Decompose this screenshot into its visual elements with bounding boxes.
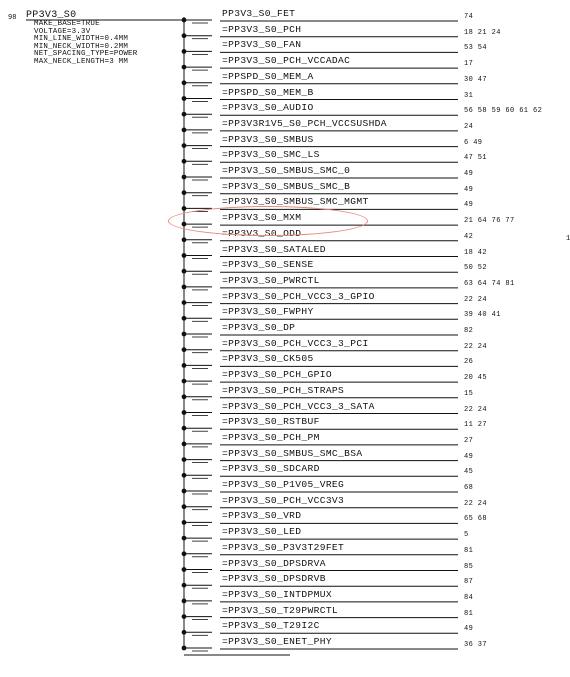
net-name: PP3V3_S0_FET: [222, 8, 296, 19]
net-page-refs: 22 24: [464, 499, 488, 508]
net-name: =PP3V3_S0_T29I2C: [222, 620, 320, 632]
net-name: =PP3V3_S0_PCH_VCC3_3_SATA: [222, 400, 375, 412]
net-page-refs: 56 58 59 60 61 62: [464, 107, 543, 116]
net-page-refs: 21 64 76 77: [464, 217, 515, 226]
net-page-refs: 17: [464, 60, 474, 69]
net-name: =PP3V3_S0_ODD: [222, 227, 302, 239]
net-page-refs: 49: [464, 185, 474, 194]
net-page-refs: 22 24: [464, 342, 488, 351]
net-name: =PP3V3_S0_SMC_LS: [222, 149, 320, 161]
net-page-refs: 20 45: [464, 374, 488, 383]
net-page-refs: 39 40 41: [464, 311, 501, 320]
net-page-refs: 5: [464, 531, 469, 540]
net-name: =PP3V3_S0_PCH_VCCADAC: [222, 55, 351, 67]
stray-mark: 1: [566, 235, 570, 243]
net-name: =PP3V3_S0_PCH_GPIO: [222, 369, 332, 381]
net-page-refs: 65 68: [464, 515, 488, 524]
net-page-refs: 85: [464, 562, 474, 571]
net-name: =PP3V3_S0_VRD: [222, 510, 302, 522]
net-page-refs: 30 47: [464, 75, 488, 84]
net-name: =PP3V3_S0_SMBUS: [222, 133, 314, 145]
net-page-refs: 45: [464, 468, 474, 477]
net-page-refs: 18 42: [464, 248, 488, 257]
net-page-refs: 49: [464, 452, 474, 461]
net-property: MIN_NECK_WIDTH=0.2MM: [34, 42, 129, 51]
net-name: =PP3V3_S0_PCH: [222, 23, 302, 35]
net-name: =PP3V3_S0_CK505: [222, 353, 314, 365]
net-name: =PP3V3_S0_SMBUS_SMC_BSA: [222, 447, 363, 459]
net-page-refs: 84: [464, 593, 474, 602]
net-name: =PP3V3_S0_SATALED: [222, 243, 326, 255]
net-page-refs: 53 54: [464, 44, 488, 53]
net-page-refs: 82: [464, 327, 474, 335]
net-page-refs: 15: [464, 389, 474, 398]
net-name: =PP3V3_S0_SMBUS_SMC_MGMT: [222, 196, 369, 208]
net-page-refs: 22 24: [464, 295, 488, 304]
source-net-name: PP3V3_S0: [26, 10, 77, 21]
net-name: =PP3V3_S0_P3V3T29FET: [222, 541, 345, 553]
net-name: =PP3V3_S0_SMBUS_SMC_B: [222, 180, 351, 192]
net-page-refs: 49: [464, 201, 474, 210]
net-name: =PP3V3R1V5_S0_PCH_VCCSUSHDA: [222, 117, 387, 129]
source-page-ref: 98: [8, 14, 17, 22]
net-page-refs: 42: [464, 232, 474, 241]
net-property: VOLTAGE=3.3V: [34, 27, 91, 36]
net-page-refs: 24: [464, 122, 474, 131]
net-property: NET_SPACING_TYPE=POWER: [34, 50, 138, 59]
net-page-refs: 68: [464, 484, 474, 492]
net-name: =PP3V3_S0_DP: [222, 322, 296, 333]
net-name: =PP3V3_S0_ENET_PHY: [222, 636, 332, 647]
net-name: =PP3V3_S0_RSTBUF: [222, 416, 320, 428]
net-page-refs: 74: [464, 13, 474, 21]
net-name: =PP3V3_S0_PCH_VCC3_3_PCI: [222, 337, 369, 349]
net-name: =PP3V3_S0_LED: [222, 526, 302, 538]
net-property: MIN_LINE_WIDTH=0.4MM: [34, 35, 129, 44]
net-page-refs: 27: [464, 436, 474, 445]
net-page-refs: 50 52: [464, 264, 488, 273]
net-name: =PPSPD_S0_MEM_B: [222, 86, 314, 98]
net-property: MAX_NECK_LENGTH=3 MM: [34, 58, 129, 66]
net-page-refs: 87: [464, 578, 474, 587]
net-name: =PP3V3_S0_SDCARD: [222, 463, 320, 475]
net-name: =PP3V3_S0_DPSDRVB: [222, 573, 326, 585]
net-name: =PP3V3_S0_FWPHY: [222, 306, 314, 318]
net-name: =PP3V3_S0_SENSE: [222, 259, 314, 271]
net-page-refs: 49: [464, 625, 474, 634]
net-page-refs: 81: [464, 546, 474, 555]
net-name: =PP3V3_S0_PCH_PM: [222, 431, 320, 443]
net-page-refs: 81: [464, 609, 474, 618]
net-name: =PP3V3_S0_MXM: [222, 212, 302, 224]
net-page-refs: 47 51: [464, 154, 488, 163]
net-property: MAKE_BASE=TRUE: [34, 20, 100, 28]
net-name: =PP3V3_S0_INTDPMUX: [222, 588, 332, 600]
net-page-refs: 26: [464, 358, 474, 367]
net-name: =PP3V3_S0_P1V05_VREG: [222, 479, 345, 490]
net-page-refs: 18 21 24: [464, 28, 501, 37]
net-name: =PP3V3_S0_AUDIO: [222, 102, 314, 114]
net-page-refs: 6 49: [464, 138, 483, 147]
net-name: =PP3V3_S0_SMBUS_SMC_0: [222, 165, 351, 176]
net-name: =PP3V3_S0_PCH_VCC3_3_GPIO: [222, 290, 375, 302]
net-page-refs: 36 37: [464, 641, 488, 649]
net-name: =PP3V3_S0_FAN: [222, 39, 302, 51]
highlight-ellipse: [168, 206, 368, 236]
net-name: =PP3V3_S0_DPSDRVA: [222, 557, 326, 569]
net-name: =PP3V3_S0_PCH_VCC3V3: [222, 494, 345, 506]
net-name: =PP3V3_S0_PCH_STRAPS: [222, 384, 345, 396]
net-page-refs: 31: [464, 91, 474, 100]
net-name: =PPSPD_S0_MEM_A: [222, 70, 314, 82]
net-page-refs: 22 24: [464, 405, 488, 414]
net-name: =PP3V3_S0_PWRCTL: [222, 274, 320, 286]
net-name: =PP3V3_S0_T29PWRCTL: [222, 604, 339, 616]
net-page-refs: 63 64 74 81: [464, 279, 515, 288]
net-page-refs: 11 27: [464, 421, 488, 430]
net-page-refs: 49: [464, 170, 474, 178]
